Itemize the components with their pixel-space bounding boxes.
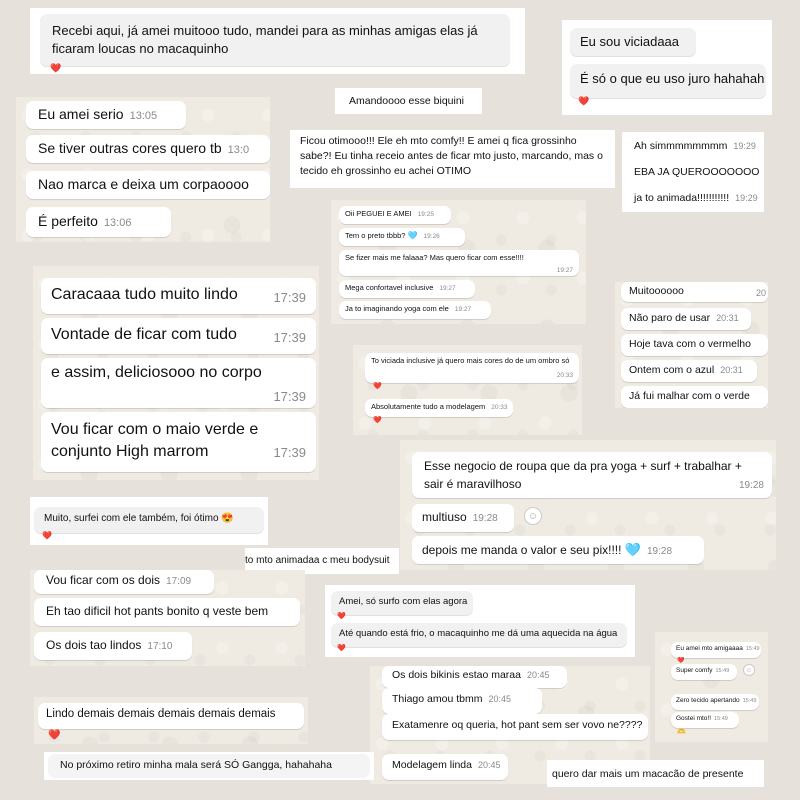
message-time: 20:45 <box>477 760 501 770</box>
blue-heart-icon: 🩵 <box>624 542 641 557</box>
add-reaction-icon[interactable]: ☺ <box>524 507 542 525</box>
chat-card-peguei-e-amei <box>331 200 586 324</box>
message-text: Os dois bikinis estao maraa <box>392 669 521 681</box>
message-bubble <box>621 386 768 408</box>
chat-card-ah-sim <box>622 132 764 212</box>
message-time: 17:39 <box>273 290 306 305</box>
message-text: To viciada inclusive já quero mais cores do de um ombro só <box>371 356 570 365</box>
message-text: EBA JA QUEROOOOOOO <box>634 166 760 178</box>
chat-card-surfei <box>30 497 268 545</box>
message-text: Lindo demais demais demais demais demais <box>46 708 276 720</box>
message-bubble <box>626 136 764 158</box>
message-bubble <box>382 666 567 688</box>
message-bubble <box>34 507 264 533</box>
message-time: 15:49 <box>745 646 760 652</box>
message-bubble <box>671 712 739 728</box>
message-text: Esse negocio de roupa que da pra yoga + surf + trabalhar + sair é maravilhoso <box>424 459 742 491</box>
message-text: Amandoooo esse biquini <box>349 95 464 107</box>
message-bubble <box>412 536 704 564</box>
message-time: 19:28 <box>646 546 673 557</box>
message-time: 17:10 <box>147 641 173 652</box>
message-text: Os dois tao lindos <box>46 638 142 652</box>
message-text: Caracaaa tudo muito lindo <box>51 286 238 303</box>
message-bubble <box>365 353 579 383</box>
message-bubble <box>331 591 473 615</box>
chat-card-macacao-presente <box>547 760 764 787</box>
message-time: 20:31 <box>716 313 739 323</box>
message-text: quero dar mais um macacão de presente <box>552 768 744 780</box>
message-bubble <box>671 694 759 710</box>
message-text: Hoje tava com o vermelho <box>629 338 751 350</box>
message-text: Modelagem linda <box>392 759 472 771</box>
message-text: Ah simmmmmmmm <box>634 140 728 152</box>
message-bubble <box>626 188 764 210</box>
message-text: Thiago amou tbmm <box>392 693 483 705</box>
message-text: Absolutamente tudo a modelagem <box>371 402 486 411</box>
chat-card-ficou-otimo <box>290 130 615 188</box>
heart-reaction-icon: ❤️ <box>337 645 346 652</box>
message-text: Eu amei mto amigaaaa <box>676 645 743 652</box>
message-time: 20 <box>755 288 766 298</box>
heart-eyes-icon: 😍 <box>221 513 234 524</box>
message-bubble <box>339 206 451 224</box>
message-time: 13:05 <box>129 110 158 122</box>
message-bubble <box>26 171 270 199</box>
message-time: 15:49 <box>715 668 730 674</box>
message-bubble <box>40 14 510 66</box>
chat-card-biquini <box>335 88 482 114</box>
heart-hands-icon: 🫶 <box>677 729 686 736</box>
message-time: 19:25 <box>417 211 434 218</box>
message-bubble <box>41 278 316 314</box>
chat-card-yoga-surf <box>400 440 776 570</box>
message-text: Recebi aqui, já amei muitooo tudo, mandei para as minhas amigas elas já ficaram loucas no macaquinho <box>52 23 478 56</box>
message-time: 17:09 <box>166 576 192 587</box>
message-text: Já fui malhar com o verde <box>629 390 750 402</box>
message-text: e assim, deliciosooo no corpo <box>51 364 262 381</box>
message-time: 19:28 <box>738 480 764 491</box>
message-bubble <box>570 28 696 56</box>
chat-card-caracaaa <box>33 266 319 480</box>
message-bubble <box>621 308 751 330</box>
message-text: É só o que eu uso juro hahahah <box>580 71 765 86</box>
message-time: 20:33 <box>556 372 573 379</box>
heart-reaction-icon: ❤️ <box>42 531 52 540</box>
message-bubble <box>34 570 214 594</box>
chat-card-muitooo <box>615 282 768 408</box>
message-time: 17:39 <box>273 389 306 404</box>
message-bubble <box>339 250 579 276</box>
message-text: Vou ficar com o maio verde e conjunto High marrom <box>51 421 259 460</box>
message-bubble <box>621 334 768 356</box>
add-reaction-icon[interactable]: ☺ <box>743 664 755 676</box>
message-text: Tem o preto tbbb? <box>345 231 406 240</box>
message-bubble <box>41 318 316 354</box>
message-bubble <box>671 664 737 680</box>
message-time: 13:0 <box>227 144 250 156</box>
message-time: 20:45 <box>488 694 511 704</box>
message-bubble <box>26 135 270 163</box>
message-bubble <box>570 64 766 98</box>
message-bubble <box>626 162 764 184</box>
message-bubble <box>26 207 171 237</box>
message-text: Super comfy <box>676 667 713 674</box>
message-bubble <box>621 360 757 382</box>
message-time: 19:29 <box>733 141 756 151</box>
chat-card-lindo-demais <box>34 697 308 744</box>
message-text: Muito, surfei com ele também, foi ótimo <box>44 513 219 524</box>
blue-heart-icon: 🩵 <box>407 231 418 240</box>
message-text: Oii PEGUEI E AMEI <box>345 209 412 218</box>
message-text: Ontem com o azul <box>629 364 715 376</box>
message-time: 20:45 <box>526 670 550 680</box>
message-text: Não paro de usar <box>629 312 711 324</box>
message-text: Zero tecido apertando <box>676 697 740 704</box>
message-text: depois me manda o valor e seu pix!!!! <box>422 543 622 557</box>
message-bubble <box>34 598 300 626</box>
message-bubble <box>382 688 542 714</box>
message-text: Mega confortavel inclusive <box>345 283 434 292</box>
message-time: 19:28 <box>472 513 498 524</box>
message-bubble <box>48 754 370 778</box>
message-time: 13:06 <box>103 217 132 229</box>
heart-reaction-icon: ❤️ <box>677 658 685 664</box>
message-time: 15:49 <box>742 698 757 704</box>
message-time: 19:27 <box>439 285 456 292</box>
message-bubble <box>331 623 627 647</box>
message-time: 15:49 <box>714 716 728 722</box>
chat-card-to-viciada <box>353 345 582 435</box>
message-time: 19:27 <box>454 306 472 313</box>
message-time: 17:39 <box>273 445 306 460</box>
message-text: Se tiver outras cores quero tb <box>38 140 222 156</box>
message-text: Ficou otimooo!!! Ele eh mto comfy!! E amei q fica grossinho sabe?! Eu tinha receio antes de ficar mto justo, marcando, mas o tecido eh grossinho eu achei OTIMO <box>300 135 603 177</box>
message-text: É perfeito <box>38 213 98 229</box>
message-text: Vou ficar com os dois <box>46 573 161 587</box>
message-bubble <box>38 703 304 729</box>
message-time: 17:39 <box>273 330 306 345</box>
chat-card-eu-amei-serio <box>16 97 270 242</box>
message-bubble <box>26 101 186 129</box>
message-text: to mto animadaa c meu bodysuit <box>245 555 390 566</box>
heart-reaction-icon: ❤️ <box>50 63 62 73</box>
message-text: Nao marca e deixa um corpaoooo <box>38 176 249 192</box>
message-text: Ja to imaginando yoga com ele <box>345 304 449 313</box>
chat-card-recebi-aqui <box>30 8 525 74</box>
message-bubble <box>412 504 514 532</box>
message-text: Gostei mto!! <box>676 715 712 722</box>
message-time: 19:29 <box>735 193 758 203</box>
chat-card-eu-amei-mto-amigaaa <box>655 632 768 742</box>
message-text: Vontade de ficar com tudo <box>51 326 237 343</box>
message-time: 20:31 <box>720 365 743 375</box>
message-bubble <box>365 399 513 417</box>
message-time: 20:33 <box>491 404 508 411</box>
message-bubble <box>412 452 772 498</box>
message-bubble <box>339 301 491 319</box>
message-text: Eh tao dificil hot pants bonito q veste bem <box>46 604 269 618</box>
chat-card-viciada <box>562 20 772 115</box>
message-bubble <box>41 412 316 472</box>
message-text: Muitoooooo <box>629 285 684 297</box>
message-bubble <box>621 282 768 302</box>
message-text: ja to animada!!!!!!!!!!! <box>634 192 730 204</box>
heart-reaction-icon: ❤️ <box>337 613 346 620</box>
chat-card-surfo-com-elas <box>325 585 635 657</box>
message-bubble <box>339 228 465 246</box>
message-text: Até quando está frio, o macaquinho me dá uma aquecida na água <box>339 628 618 639</box>
message-bubble <box>671 642 761 658</box>
message-time: 19:27 <box>556 267 573 274</box>
heart-reaction-icon: ❤️ <box>578 96 590 106</box>
message-text: Amei, só surfo com elas agora <box>339 596 468 607</box>
message-bubble <box>382 714 648 740</box>
message-text: multiuso <box>422 510 467 524</box>
heart-reaction-icon: ❤️ <box>373 383 382 390</box>
message-time: 19:26 <box>423 233 440 240</box>
message-text: Eu sou viciadaaa <box>580 34 680 49</box>
chat-card-vou-ficar-com-os-dois <box>30 570 305 666</box>
message-bubble <box>339 280 475 298</box>
heart-reaction-icon: ❤️ <box>373 417 382 424</box>
message-bubble <box>41 358 316 408</box>
message-bubble <box>382 754 508 780</box>
message-text: Se fizer mais me falaaa? Mas quero ficar com esse!!!! <box>345 253 524 262</box>
message-text: Eu amei serio <box>38 106 124 122</box>
heart-reaction-icon: ❤️ <box>48 730 61 741</box>
message-text: Exatamenre oq queria, hot pant sem ser vovo ne???? <box>392 719 643 731</box>
message-bubble <box>34 632 192 660</box>
message-text: No próximo retiro minha mala será SÓ Gangga, hahahaha <box>60 759 332 771</box>
chat-card-proximo-retiro <box>44 752 374 780</box>
